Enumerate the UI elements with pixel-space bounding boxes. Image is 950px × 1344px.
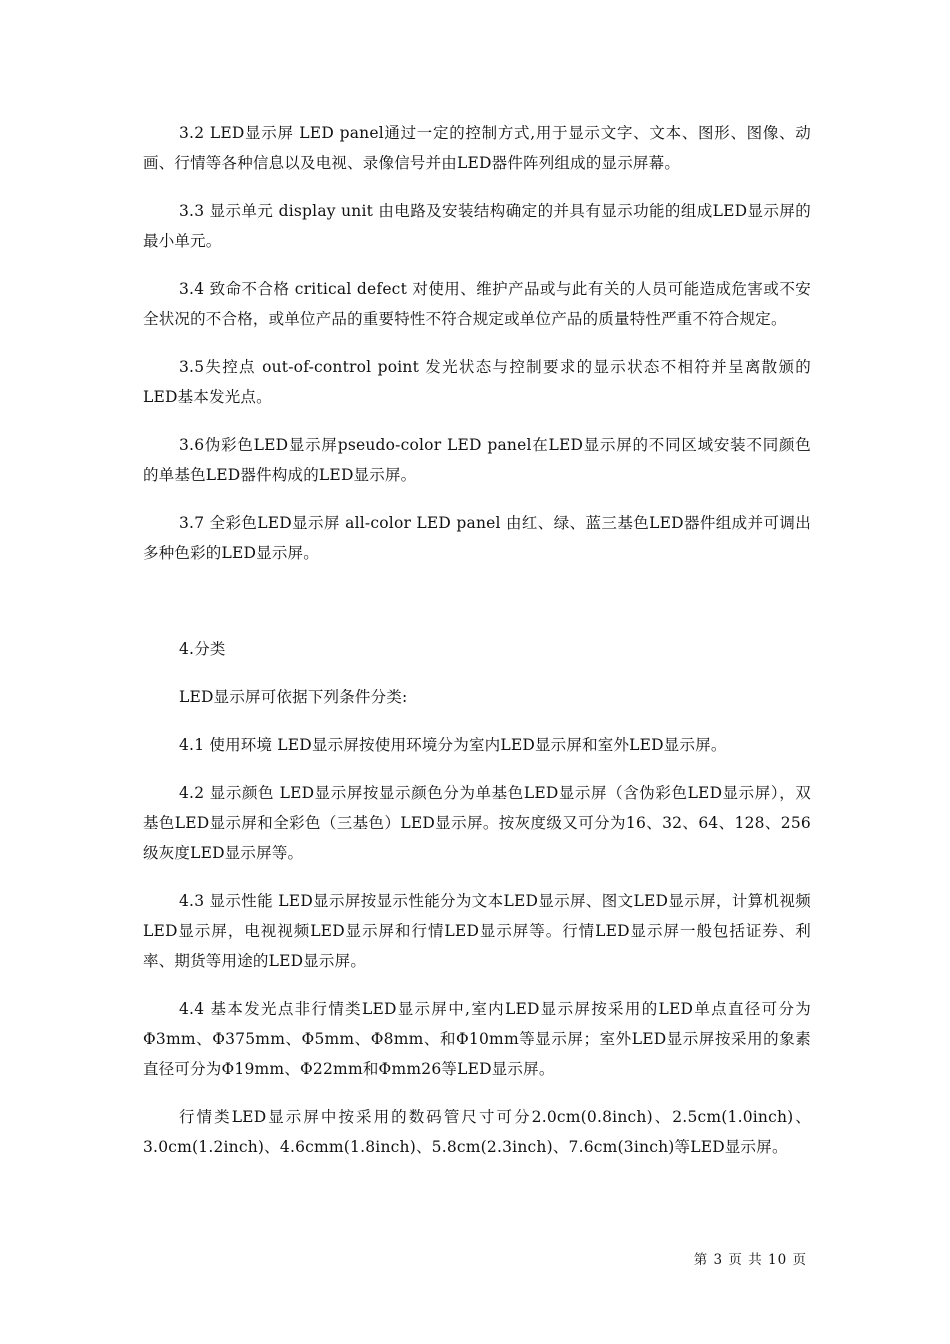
paragraph-gap xyxy=(143,760,811,778)
paragraph-4-1: 4.1 使用环境 LED显示屏按使用环境分为室内LED显示屏和室外LED显示屏。 xyxy=(179,736,727,754)
paragraph-market-display: 行情类LED显示屏中按采用的数码管尺寸可分2.0cm(0.8inch)、2.5cm(1.0inch)、3.0cm(1.2inch)、4.6cmm(1.8inch)、5.8cm(2.3inch)、7.6cm(3inch)等LED显示屏。 xyxy=(143,1108,811,1156)
paragraph-gap xyxy=(143,412,811,430)
paragraph-gap xyxy=(143,976,811,994)
paragraph-3-5: 3.5失控点 out-of-control point 发光状态与控制要求的显示状态不相符并呈离散颁的LED基本发光点。 xyxy=(143,358,811,406)
paragraph-gap xyxy=(143,490,811,508)
paragraph-gap xyxy=(143,178,811,196)
paragraph-3-7: 3.7 全彩色LED显示屏 all-color LED panel 由红、绿、蓝三基色LED器件组成并可调出多种色彩的LED显示屏。 xyxy=(143,514,811,562)
paragraph-3-3: 3.3 显示单元 display unit 由电路及安装结构确定的并具有显示功能的组成LED显示屏的最小单元。 xyxy=(143,202,811,250)
document-body xyxy=(143,118,811,1162)
paragraph-gap xyxy=(143,868,811,886)
page-number: 第 3 页 共 10 页 xyxy=(693,1252,807,1268)
paragraph-gap xyxy=(143,712,811,730)
section-heading-4: 4.分类 xyxy=(179,640,226,658)
paragraph-gap xyxy=(143,256,811,274)
paragraph-gap xyxy=(143,664,811,682)
paragraph-4-4: 4.4 基本发光点非行情类LED显示屏中,室内LED显示屏按采用的LED单点直径可分为Φ3mm、Φ375mm、Φ5mm、Φ8mm、和Φ10mm等显示屏；室外LED显示屏按采用的象素直径可分为Φ19mm、Φ22mm和Φmm26等LED显示屏。 xyxy=(143,1000,811,1078)
classification-intro: LED显示屏可依据下列条件分类: xyxy=(179,688,408,706)
paragraph-3-6: 3.6伪彩色LED显示屏pseudo-color LED panel在LED显示屏的不同区域安装不同颜色的单基色LED器件构成的LED显示屏。 xyxy=(143,436,811,484)
paragraph-gap xyxy=(143,334,811,352)
paragraph-3-4: 3.4 致命不合格 critical defect 对使用、维护产品或与此有关的人员可能造成危害或不安全状况的不合格，或单位产品的重要特性不符合规定或单位产品的质量特性严重不符合规定。 xyxy=(143,280,811,328)
paragraph-4-3: 4.3 显示性能 LED显示屏按显示性能分为文本LED显示屏、图文LED显示屏，计算机视频LED显示屏，电视视频LED显示屏和行情LED显示屏等。行情LED显示屏一般包括证券、利率、期货等用途的LED显示屏。 xyxy=(143,892,811,970)
section-gap xyxy=(143,568,811,634)
paragraph-gap xyxy=(143,1084,811,1102)
paragraph-4-2: 4.2 显示颜色 LED显示屏按显示颜色分为单基色LED显示屏（含伪彩色LED显示屏），双基色LED显示屏和全彩色（三基色）LED显示屏。按灰度级又可分为16、32、64、128、256级灰度LED显示屏等。 xyxy=(143,784,811,862)
paragraph-3-2: 3.2 LED显示屏 LED panel通过一定的控制方式,用于显示文字、文本、图形、图像、动画、行情等各种信息以及电视、录像信号并由LED器件阵列组成的显示屏幕。 xyxy=(143,124,811,172)
